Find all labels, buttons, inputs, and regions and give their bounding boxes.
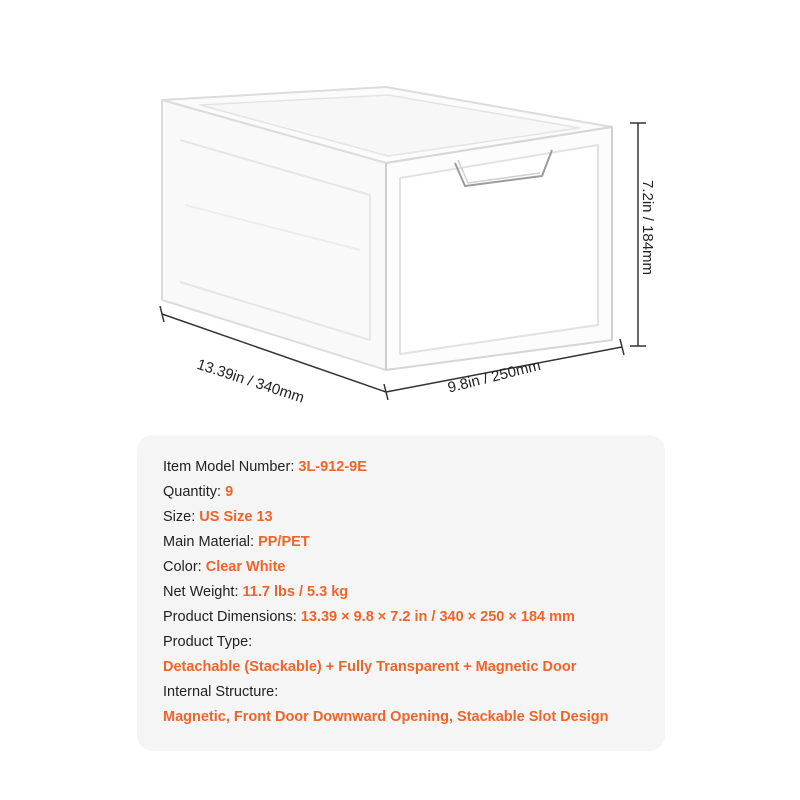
spec-value: Detachable (Stackable) + Fully Transparent + Magnetic Door bbox=[163, 659, 577, 675]
spec-row-product-dimensions bbox=[163, 605, 683, 630]
height-dimension-label: 7.2in / 184mm bbox=[639, 180, 656, 276]
spec-value: Magnetic, Front Door Downward Opening, Stackable Slot Design bbox=[163, 709, 609, 725]
spec-value: 3L-912-9E bbox=[298, 459, 367, 475]
spec-label: Product Type: bbox=[163, 634, 253, 650]
spec-row-internal-structure-label bbox=[163, 680, 683, 705]
spec-value: PP/PET bbox=[258, 534, 310, 550]
spec-value: 13.39 × 9.8 × 7.2 in / 340 × 250 × 184 mm bbox=[300, 609, 575, 625]
spec-value: 11.7 lbs / 5.3 kg bbox=[242, 584, 349, 600]
depth-dimension-label: 13.39in / 340mm bbox=[194, 356, 307, 407]
spec-label: Net Weight: bbox=[163, 584, 239, 600]
spec-row-product-type-label bbox=[163, 630, 683, 655]
shoe-box-illustration bbox=[162, 87, 612, 370]
spec-row-material bbox=[163, 530, 683, 555]
spec-row-model bbox=[163, 455, 683, 480]
spec-label: Item Model Number: bbox=[163, 459, 295, 475]
spec-row-internal-structure-value bbox=[163, 705, 683, 730]
spec-value: 9 bbox=[225, 484, 234, 500]
spec-row-size bbox=[163, 505, 683, 530]
spec-label: Size: bbox=[163, 509, 196, 525]
spec-value: US Size 13 bbox=[199, 509, 273, 525]
spec-row-quantity bbox=[163, 480, 683, 505]
spec-label: Product Dimensions: bbox=[163, 609, 297, 625]
spec-label: Color: bbox=[163, 559, 202, 575]
spec-row-weight bbox=[163, 580, 683, 605]
spec-label: Internal Structure: bbox=[163, 684, 279, 700]
spec-value: Clear White bbox=[205, 559, 286, 575]
spec-row-product-type-value bbox=[163, 655, 683, 680]
width-dimension-label: 9.8in / 250mm bbox=[446, 357, 543, 397]
spec-list bbox=[163, 455, 683, 730]
spec-label: Main Material: bbox=[163, 534, 255, 550]
spec-row-color bbox=[163, 555, 683, 580]
spec-label: Quantity: bbox=[163, 484, 222, 500]
